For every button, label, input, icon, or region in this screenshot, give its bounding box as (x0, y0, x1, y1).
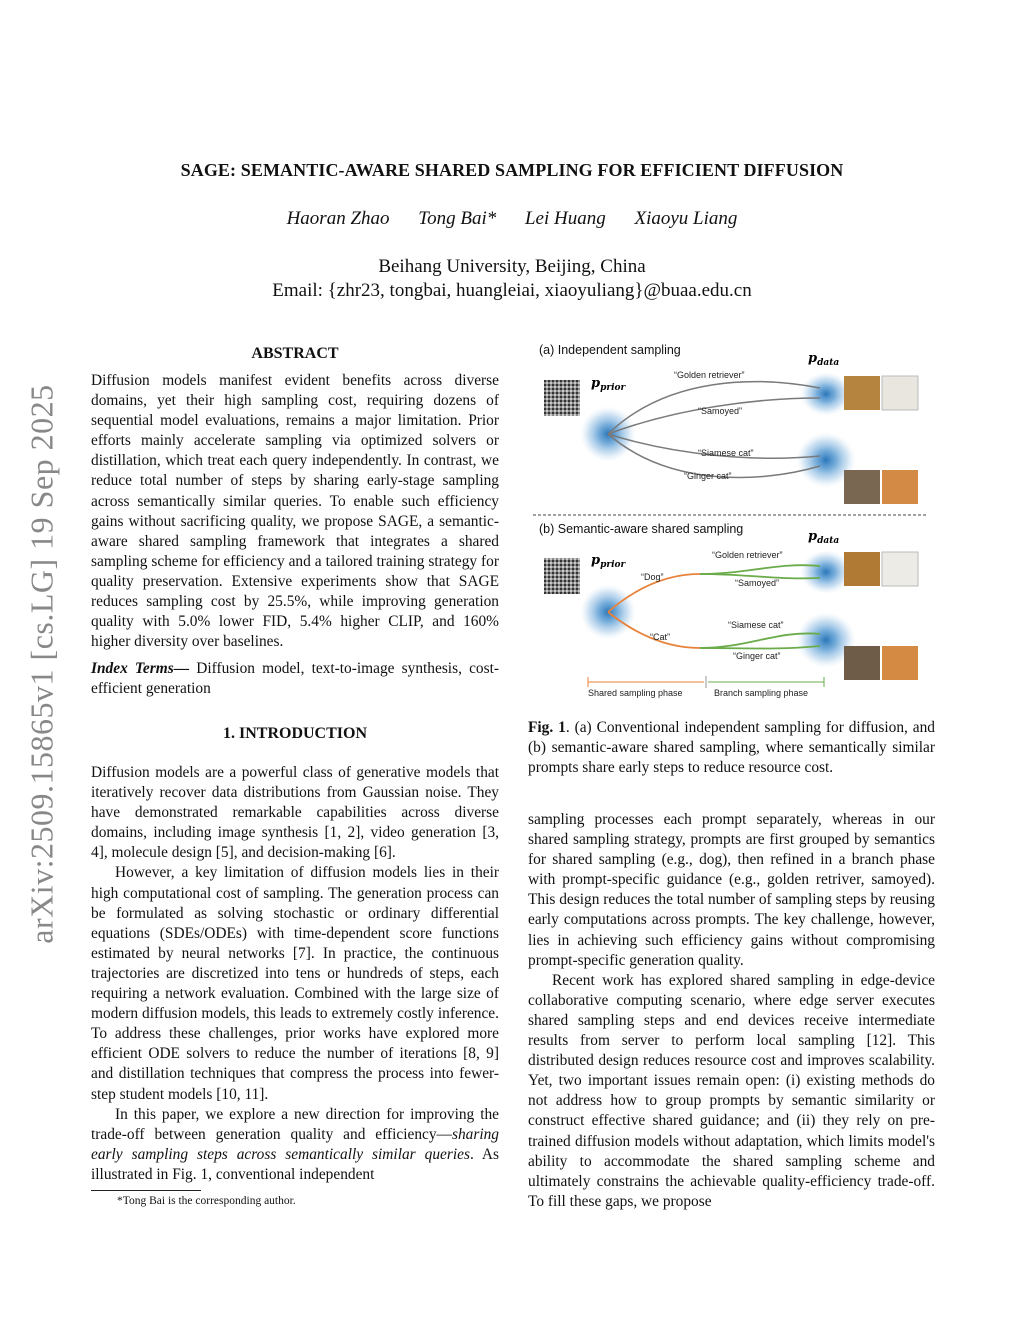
label-siamese: “Siamese cat” (698, 448, 754, 458)
golden-retriever-image (844, 552, 880, 586)
author-list (0, 208, 1024, 230)
arxiv-sidebar (14, 372, 70, 956)
figure-caption-label: Fig. 1 (528, 719, 566, 736)
figure-1 (528, 336, 935, 708)
label-samoyed: “Samoyed” (698, 406, 743, 416)
intro-heading: 1. INTRODUCTION (222, 725, 367, 742)
siamese-cat-image (844, 470, 880, 504)
intro-body (91, 763, 499, 1185)
author-name: Xiaoyu Liang (634, 208, 738, 229)
p-prior-label: $p_{prior}$ (591, 553, 626, 570)
ginger-cat-image (882, 646, 918, 680)
golden-retriever-image (844, 376, 880, 410)
intro-paragraph: However, a key limitation of diffusion models lies in their high computational cost of sampling. The generation process can be formulated as solving stochastic or ordinary differential equations (SDEs/ODEs) with time-dependent score functions estimated by neural networks [7]. In practice, the continuous trajectories are discretized into tens or hundreds of steps, each requiring a network evaluation. Combined with the large size of modern diffusion models, this leads to extremely costly inference. To address these challenges, prior works have explored more efficient ODE solvers to reduce the number of iterations [8, 9] and distillation techniques that compress the process into fewer-step student models [10, 11]. (91, 864, 499, 1103)
shared-paths (608, 565, 820, 648)
siamese-cat-image (844, 646, 880, 680)
intro-paragraph (91, 1105, 499, 1185)
noise-image (544, 558, 580, 594)
index-terms-label: Index Terms— (91, 660, 190, 677)
arxiv-id: arXiv:2509.15865v1 [cs.LG] 19 Sep 2025 (23, 384, 60, 944)
shared-phase-bracket (588, 677, 704, 687)
footnote: *Tong Bai is the corresponding author. (117, 1195, 296, 1207)
samoyed-image (882, 552, 918, 586)
label-cat-group: “Cat” (650, 632, 670, 642)
noise-image (544, 380, 580, 416)
p-data-label: $p_{data}$ (808, 351, 840, 368)
sample-images-b (844, 552, 918, 680)
figure-caption (528, 718, 935, 778)
path-samoyed (608, 398, 820, 434)
intro-emphasis: sharing early sampling steps across semantically similar queries (91, 1125, 499, 1163)
sample-images-a (844, 376, 918, 504)
branch-phase-bracket (708, 677, 824, 687)
affiliation: Beihang University, Beijing, China (378, 256, 646, 277)
p-prior-label: $p_{prior}$ (591, 376, 626, 393)
label-golden: “Golden retriever” (674, 370, 745, 380)
panel-b-title: (b) Semantic-aware shared sampling (539, 522, 744, 536)
author-name: Tong Bai* (418, 208, 497, 229)
label-dog-group: “Dog” (641, 572, 664, 582)
abstract-text: Diffusion models manifest evident benefits across diverse domains, yet their high sampling cost, requiring dozens of sequential model evaluations, remains a major limitation. Prior efforts mainly accelerate sampling via optimized solvers or distillation, which treat each query independently. In contrast, we reduce total number of steps by sharing early-stage sampling across semantically similar queries. To enable such efficiency gains without sacrificing quality, we propose SAGE, a semantic-aware shared sampling framework that integrates a shared sampling scheme for efficiency and a tailored training strategy for quality preservation. Extensive experiments show that SAGE reduces sampling cost by 25.5%, while improving generation quality with 5.0% lower FID, 5.4% higher CLIP, and 160% higher diversity over baselines. (91, 372, 499, 651)
body-paragraph: sampling processes each prompt separately, whereas in our shared sampling strategy, prompts are first grouped by semantics for shared sampling (e.g., dog), then refined in a branch phase with prompt-specific guidance (e.g., golden retriver, samoyed). This design reduces the total number of sampling steps by reusing early computations across prompts. The key challenge, however, lies in achieving such efficiency gains without compromising prompt-specific generation quality. (528, 811, 935, 969)
branch-phase-label: Branch sampling phase (714, 688, 809, 698)
panel-a-title: (a) Independent sampling (539, 343, 681, 357)
samoyed-image (882, 376, 918, 410)
right-body (528, 810, 935, 1212)
footnote-rule (91, 1190, 201, 1191)
label-samoyed: “Samoyed” (735, 578, 780, 588)
body-paragraph: Recent work has explored shared sampling in edge-device collaborative computing scenario, where edge server executes shared sampling steps and end devices receive intermediate results from server to perform local sampling [12]. This distributed design reduces resource cost and improves scalability. Yet, two important issues remain open: (i) existing methods do not address how to group prompts by semantic similarity or construct effective shared guidance; and (ii) they rely on pre-trained diffusion models without adaptation, which limits model's ability to accommodate the shared sampling scheme and ultimately constrains the achievable quality-efficiency trade-off. To fill these gaps, we propose (528, 971, 935, 1210)
intro-text: In this paper, we explore a new direction for improving the trade-off between generation quality and efficiency— (91, 1105, 499, 1143)
label-siamese: “Siamese cat” (728, 620, 784, 630)
email: Email: {zhr23, tongbai, huangleiai, xiaoyuliang}@buaa.edu.cn (272, 280, 752, 301)
intro-paragraph: Diffusion models are a powerful class of generative models that iteratively recover data distributions from Gaussian noise. They have demonstrated remarkable capabilities across diverse domains, including image synthesis [1, 2], video generation [3, 4], molecule design [5], and decision-making [6]. (91, 764, 499, 862)
index-terms-text: Diffusion model, text-to-image synthesis, cost-efficient generation (91, 660, 499, 698)
label-golden: “Golden retriever” (712, 550, 783, 560)
figure-diagram (528, 336, 935, 708)
figure-caption-text: . (a) Conventional independent sampling for diffusion, and (b) semantic-aware shared sampling, where semantically similar prompts share early steps to reduce resource cost. (528, 719, 935, 777)
affiliation-block (0, 255, 1024, 303)
author-name: Haoran Zhao (286, 208, 390, 229)
intro-text: . As illustrated in Fig. 1, conventional independent (91, 1145, 499, 1183)
index-terms (91, 659, 499, 699)
p-data-label: $p_{data}$ (808, 529, 840, 546)
independent-paths (608, 382, 820, 478)
label-ginger: “Ginger cat” (684, 471, 732, 481)
author-name: Lei Huang (524, 208, 606, 229)
shared-phase-label: Shared sampling phase (588, 688, 683, 698)
paper-title: SAGE: SEMANTIC-AWARE SHARED SAMPLING FOR EFFICIENT DIFFUSION (180, 160, 844, 180)
ginger-cat-image (882, 470, 918, 504)
abstract-heading: ABSTRACT (251, 345, 339, 362)
label-ginger: “Ginger cat” (733, 651, 781, 661)
